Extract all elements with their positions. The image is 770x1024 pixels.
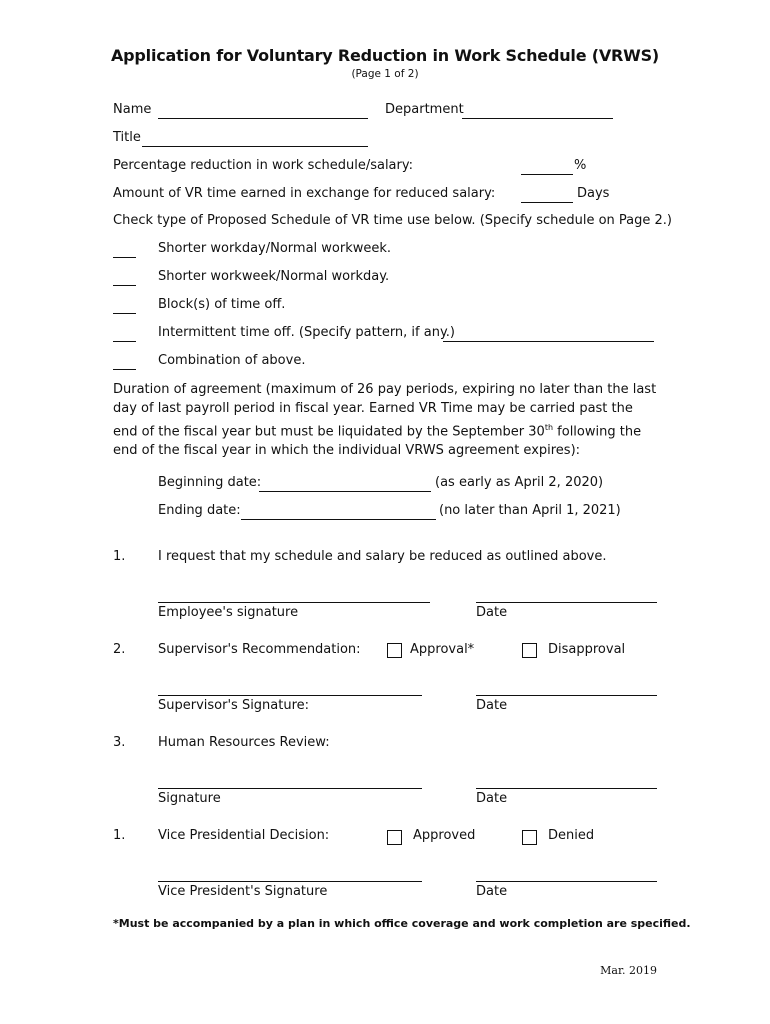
hr-date-label: Date	[476, 791, 508, 806]
vp-date-label: Date	[476, 884, 508, 899]
schedule-type-instructions: Check type of Proposed Schedule of VR time use below. (Specify schedule on Page 2.)	[113, 213, 672, 228]
option-blank-intermittent[interactable]	[113, 341, 136, 342]
intermittent-pattern-field[interactable]	[443, 341, 654, 342]
approved-checkbox[interactable]	[387, 830, 402, 845]
supervisor-recommendation-label: Supervisor's Recommendation:	[158, 642, 361, 657]
option-shorter-workday: Shorter workday/Normal workweek.	[158, 241, 392, 256]
vp-date-field[interactable]	[476, 881, 657, 882]
name-label: Name	[113, 102, 152, 117]
option-combination: Combination of above.	[158, 353, 306, 368]
vr-time-label: Amount of VR time earned in exchange for reduced salary:	[113, 186, 496, 201]
vp-signature-field[interactable]	[158, 881, 422, 882]
department-field[interactable]	[462, 118, 613, 119]
employee-signature-label: Employee's signature	[158, 605, 299, 620]
option-blank-block-time-off[interactable]	[113, 313, 136, 314]
form-title: Application for Voluntary Reduction in Work Schedule (VRWS)	[110, 46, 660, 65]
supervisor-date-field[interactable]	[476, 695, 657, 696]
beginning-date-field[interactable]	[259, 491, 431, 492]
supervisor-signature-label: Supervisor's Signature:	[158, 698, 310, 713]
hr-date-field[interactable]	[476, 788, 657, 789]
option-blank-shorter-workweek[interactable]	[113, 285, 136, 286]
option-blank-shorter-workday[interactable]	[113, 257, 136, 258]
hr-signature-field[interactable]	[158, 788, 422, 789]
employee-date-field[interactable]	[476, 602, 657, 603]
supervisor-date-label: Date	[476, 698, 508, 713]
percentage-label: Percentage reduction in work schedule/salary:	[113, 158, 413, 173]
option-block-time-off: Block(s) of time off.	[158, 297, 286, 312]
ending-date-note: (no later than April 1, 2021)	[439, 503, 621, 518]
beginning-date-label: Beginning date:	[158, 475, 262, 490]
disapproval-checkbox[interactable]	[522, 643, 537, 658]
vr-days-field[interactable]	[521, 202, 573, 203]
section-1-number: 1.	[113, 549, 126, 564]
section-3-number: 3.	[113, 735, 126, 750]
title-field[interactable]	[142, 146, 368, 147]
hr-review-label: Human Resources Review:	[158, 735, 330, 750]
section-4-number: 1.	[113, 828, 126, 843]
duration-paragraph: Duration of agreement (maximum of 26 pay periods, expiring no later than the last day of last payroll period in fiscal year. Earned VR Time may be carried past the end of the fiscal year but must be liquidated by the September 30th following the end of the fiscal year in which the individual VRWS agreement expires):	[113, 382, 657, 459]
percent-sign: %	[574, 158, 587, 173]
ending-date-label: Ending date:	[158, 503, 241, 518]
denied-checkbox[interactable]	[522, 830, 537, 845]
approved-label: Approved	[413, 828, 476, 843]
employee-date-label: Date	[476, 605, 508, 620]
page-indicator: (Page 1 of 2)	[351, 68, 419, 80]
department-label: Department	[385, 102, 464, 117]
denied-label: Denied	[548, 828, 595, 843]
hr-signature-label: Signature	[158, 791, 221, 806]
title-label: Title	[113, 130, 141, 145]
section-2-number: 2.	[113, 642, 126, 657]
approval-label: Approval*	[410, 642, 475, 657]
approval-checkbox[interactable]	[387, 643, 402, 658]
beginning-date-note: (as early as April 2, 2020)	[435, 475, 604, 490]
vp-signature-label: Vice President's Signature	[158, 884, 328, 899]
name-field[interactable]	[158, 118, 368, 119]
vp-decision-label: Vice Presidential Decision:	[158, 828, 330, 843]
option-blank-combination[interactable]	[113, 369, 136, 370]
revision-date: Mar. 2019	[600, 964, 657, 977]
option-shorter-workweek: Shorter workweek/Normal workday.	[158, 269, 390, 284]
employee-signature-field[interactable]	[158, 602, 430, 603]
ending-date-field[interactable]	[241, 519, 436, 520]
days-label: Days	[577, 186, 610, 201]
percentage-field[interactable]	[521, 174, 573, 175]
section-1-request: I request that my schedule and salary be reduced as outlined above.	[158, 549, 607, 564]
option-intermittent: Intermittent time off. (Specify pattern, if any.)	[158, 325, 456, 340]
coverage-plan-note: *Must be accompanied by a plan in which office coverage and work completion are specified.	[113, 917, 691, 930]
supervisor-signature-field[interactable]	[158, 695, 422, 696]
disapproval-label: Disapproval	[548, 642, 626, 657]
